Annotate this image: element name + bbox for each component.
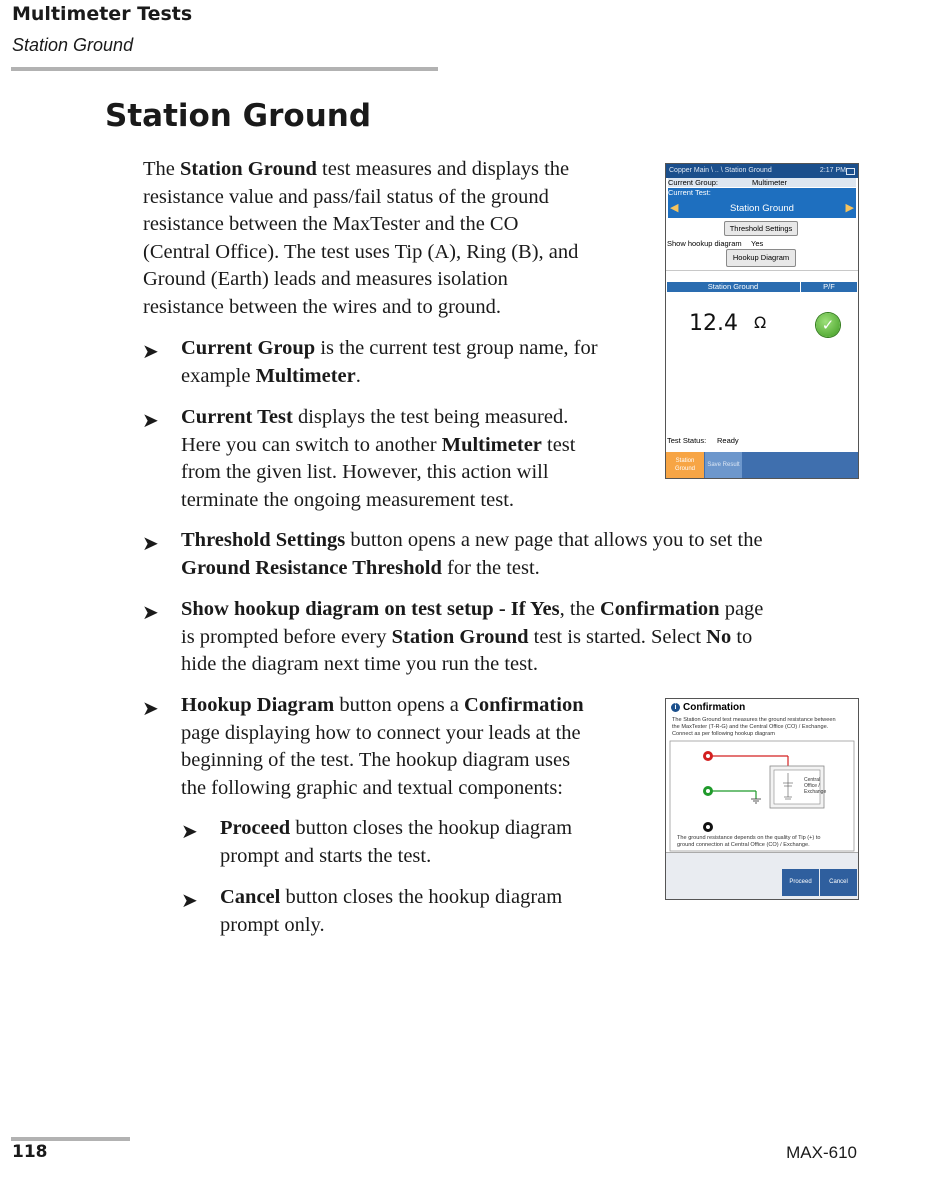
current-group-row xyxy=(668,178,856,187)
station-ground-screenshot xyxy=(665,163,859,479)
page-title: Station Ground xyxy=(105,98,372,134)
intro-paragraph: The Station Ground test measures and displays the resistance value and pass/fail status of the ground resistance between the MaxTester and the CO (Central Office). The test uses Tip (A), Ring (B), and Ground (Earth) leads and measures isolation resistance between the wires and to ground. xyxy=(143,158,579,318)
pass-check-icon: ✓ xyxy=(816,313,840,337)
bullet-threshold-settings: Threshold Settings button opens a new page that allows you to set the Ground Resistance Threshold for the test. xyxy=(181,529,763,579)
current-test-label: Current Test: xyxy=(668,188,711,197)
model-name: MAX-610 xyxy=(786,1143,857,1162)
bullet-current-group: Current Group is the current test group name, for example Multimeter. xyxy=(181,337,598,387)
tab-station-ground[interactable] xyxy=(666,452,704,478)
bullet-marker: ➤ xyxy=(142,410,159,432)
hookup-diagram-button[interactable]: Hookup Diagram xyxy=(726,249,796,267)
current-group-value: Multimeter xyxy=(752,178,788,187)
col-station-ground: Station Ground xyxy=(707,282,759,291)
dialog-title: Confirmation xyxy=(683,702,746,713)
bullet-current-test: Current Test displays the test being measured. Here you can switch to another Multimeter test from the given list. However, this action will terminate the ongoing measurement test. xyxy=(181,406,576,511)
bullet-marker: ➤ xyxy=(142,698,159,720)
arrow-right-icon[interactable]: ▶ xyxy=(845,202,854,214)
breadcrumb: Copper Main \ .. \ Station Ground xyxy=(669,167,772,174)
cancel-button[interactable]: Cancel xyxy=(820,869,857,896)
bullet-marker: ➤ xyxy=(142,533,159,555)
tab-label-line2: Ground xyxy=(674,466,695,472)
test-status-row xyxy=(667,436,739,445)
threshold-settings-button[interactable]: Threshold Settings xyxy=(724,221,798,236)
tab-label-line1: Station xyxy=(675,458,695,464)
confirmation-screenshot xyxy=(665,698,859,900)
current-group-label: Current Group: xyxy=(668,178,719,187)
dialog-note: The ground resistance depends on the quality of Tip (+) to ground connection at Central Office (CO) / Exchange. xyxy=(677,835,821,848)
bullet-proceed: Proceed button closes the hookup diagram prompt and starts the test. xyxy=(220,817,573,867)
bullet-marker: ➤ xyxy=(142,341,159,363)
show-hookup-value[interactable]: Yes xyxy=(751,239,764,248)
resistance-reading: 12.4 xyxy=(689,311,738,336)
resistance-unit: Ω xyxy=(754,313,767,332)
sub-bullet-marker: ➤ xyxy=(181,890,198,912)
sub-bullet-marker: ➤ xyxy=(181,821,198,843)
results-header xyxy=(667,282,857,292)
central-office-label: Central Office / Exchange xyxy=(804,777,827,795)
tab-save-result[interactable]: Save Result xyxy=(705,452,742,478)
chapter-title: Multimeter Tests xyxy=(12,3,193,25)
clock: 2:17 PM xyxy=(819,167,846,174)
bullet-show-hookup: Show hookup diagram on test setup - If Yes, the Confirmation page is prompted before every Station Ground test is started. Select No to hide the diagram next time you run the test. xyxy=(181,598,764,675)
header-rule xyxy=(11,67,438,71)
battery-icon xyxy=(846,168,855,175)
footer-rule xyxy=(11,1137,130,1141)
section-subtitle: Station Ground xyxy=(12,35,134,55)
info-icon: i xyxy=(671,703,680,712)
dialog-description: The Station Ground test measures the ground resistance between the MaxTester (T-R-G) and the Central Office (CO) / Exchange. Connect as per following hookup diagram xyxy=(672,717,836,737)
bullet-marker: ➤ xyxy=(142,602,159,624)
show-hookup-row xyxy=(667,239,764,248)
show-hookup-label: Show hookup diagram xyxy=(667,239,742,248)
test-status-value: Ready xyxy=(717,436,739,445)
bullet-cancel: Cancel button closes the hookup diagram prompt only. xyxy=(220,886,563,936)
arrow-left-icon[interactable]: ◀ xyxy=(670,202,679,214)
test-status-label: Test Status: xyxy=(667,436,707,445)
current-test-selector[interactable] xyxy=(668,188,856,218)
bullet-hookup-diagram: Hookup Diagram button opens a Confirmation page displaying how to connect your leads at the beginning of the test. The hookup diagram uses the following graphic and textual components: xyxy=(181,694,584,799)
page-number: 118 xyxy=(12,1142,48,1162)
status-bar xyxy=(666,164,858,178)
current-test-value: Station Ground xyxy=(730,203,794,214)
proceed-button[interactable]: Proceed xyxy=(782,869,819,896)
col-pass-fail: P/F xyxy=(823,282,835,291)
divider xyxy=(666,270,858,271)
